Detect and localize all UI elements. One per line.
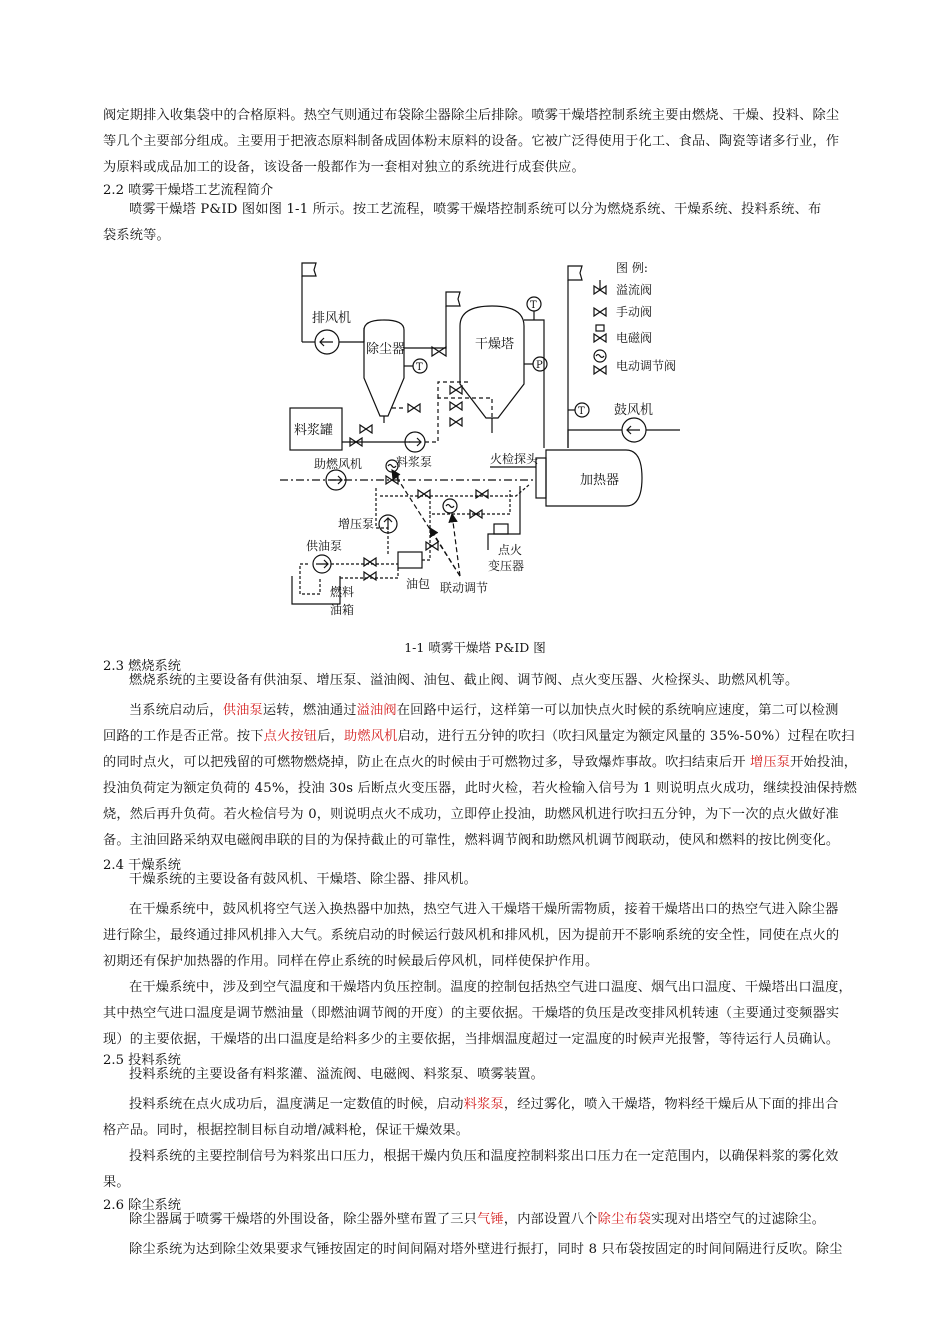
- solenoid-valve-icon: [450, 418, 462, 426]
- ignition-label: 点火: [498, 543, 523, 557]
- text-line: 除尘器属于喷雾干燥塔的外围设备，除尘器外壁布置了三只气锤，内部设置八个除尘布袋实现对出塔空气的过滤除尘。: [129, 1212, 826, 1227]
- manual-valve-icon: [360, 425, 372, 433]
- highlight-term: 助燃风机: [344, 729, 398, 744]
- exhaust-fan-icon: [315, 330, 339, 354]
- fuel-tank-label: 燃料: [330, 585, 355, 599]
- text-line: 为原料或成品加工的设备，该设备一般都作为一套相对独立的系统进行成套供应。: [103, 160, 585, 175]
- section-heading: 2.2 喷雾干燥塔工艺流程简介: [103, 183, 274, 198]
- supply-pump-label: 供油泵: [306, 539, 343, 553]
- linkage-label: 联动调节: [440, 581, 489, 595]
- ignition-label: 变压器: [488, 559, 525, 573]
- text-line: 干燥系统的主要设备有鼓风机、干燥塔、除尘器、排风机。: [129, 872, 478, 887]
- text-line: 果。: [103, 1175, 130, 1190]
- overflow-valve-icon: [450, 386, 462, 394]
- section-paragraph: [103, 1211, 851, 1263]
- legend-title: 图 例:: [616, 261, 648, 275]
- text-line: 投油负荷定为额定负荷的 45%，投油 30s 后断点火变压器，此时火检，若火检输入信号为 1 则说明点火成功，继续投油保持燃: [103, 781, 857, 796]
- highlight-term: 料浆泵: [463, 1097, 504, 1112]
- svg-text:T: T: [530, 300, 537, 311]
- intro-paragraph: [103, 103, 851, 181]
- highlight-term: 溢油阀: [356, 703, 397, 718]
- overflow-valve-icon: [426, 542, 438, 550]
- text-line: 的同时点火，可以把残留的可燃物燃烧掉，防止在点火的时候由于可燃物过多，导致爆炸事故。吹扫结束后开 增压泵开始投油，: [103, 755, 858, 770]
- fuel-tank-label: 油箱: [330, 603, 355, 617]
- figure-caption: 1-1 喷雾干燥塔 P&ID 图: [404, 640, 546, 655]
- solenoid-valve-icon: [476, 490, 488, 498]
- ignition-transformer-icon: [494, 524, 508, 534]
- solenoid-valve-icon: [470, 510, 482, 518]
- highlight-term: 气锤: [477, 1212, 504, 1227]
- text-line: 投料系统的主要设备有料浆灌、溢流阀、电磁阀、料浆泵、喷雾装置。: [129, 1067, 545, 1082]
- text-line: 烧，然后再升负荷。若火检信号为 0，则说明点火不成功，立即停止投油，助燃风机进行吹扫五分钟，为下一次的点火做好准: [103, 807, 839, 822]
- text-line: 当系统启动后，供油泵运转，燃油通过溢油阀在回路中运行，这样第一可以加快点火时候的系统响应速度，第二可以检测: [129, 703, 839, 718]
- flag-icon: [446, 292, 460, 338]
- dust-collector-label: 除尘器: [366, 342, 406, 357]
- supply-pump-icon: [313, 555, 331, 573]
- text-line: 投料系统在点火成功后，温度满足一定数值的时候，启动料浆泵，经过雾化，喷入干燥塔，物料经干燥后从下面的排出合: [129, 1097, 839, 1112]
- section-heading: 2.6 除尘系统: [103, 1198, 181, 1213]
- section-paragraph: [103, 672, 858, 854]
- text-line: 除尘系统为达到除尘效果要求气锤按固定的时间间隔对塔外壁进行振打，同时 8 只布袋按固定的时间间隔进行反吹。除尘: [129, 1242, 843, 1257]
- oil-pack-icon: [398, 552, 422, 568]
- legend-item: 电磁阀: [616, 331, 653, 345]
- temperature-gauge-icon: [568, 403, 589, 417]
- text-line: 在干燥系统中，鼓风机将空气送入换热器中加热，热空气进入干燥塔干燥所需物质，接着干燥塔出口的热空气进入除尘器: [129, 902, 839, 917]
- booster-pump-icon: [379, 515, 397, 533]
- flame-probe-label: 火检探头: [490, 452, 539, 466]
- manual-valve-icon: [364, 558, 376, 566]
- text-line: 在干燥系统中，涉及到空气温度和干燥塔内负压控制。温度的控制包括热空气进口温度、烟气出口温度、干燥塔出口温度，: [129, 980, 852, 995]
- highlight-term: 供油泵: [222, 703, 263, 718]
- flag-icon: [568, 266, 582, 448]
- svg-text:P: P: [536, 360, 543, 371]
- oil-pack-label: 油包: [406, 577, 431, 591]
- text-line: 袋系统等。: [103, 228, 170, 243]
- highlight-term: 增压泵: [750, 755, 791, 770]
- text-line: 格产品。同时，根据控制目标自动增/减料枪，保证干燥效果。: [103, 1123, 470, 1138]
- text-line: 初期还有保护加热器的作用。同样在停止系统的时候最后停风机，同样使保护作用。: [103, 954, 599, 969]
- svg-text:T: T: [578, 406, 585, 417]
- text-line: 现）的主要依据，干燥塔的出口温度是给料多少的主要依据，当排烟温度超过一定温度的时候声光报警，等待运行人员确认。: [103, 1032, 840, 1047]
- temperature-gauge-icon: [527, 297, 541, 320]
- section-paragraph: [103, 871, 851, 1053]
- highlight-term: 除尘布袋: [597, 1212, 652, 1227]
- dryer-label: 干燥塔: [475, 337, 515, 352]
- booster-pump-label: 增压泵: [338, 517, 375, 531]
- manual-valve-icon: [594, 308, 606, 316]
- section-paragraph: [103, 197, 851, 249]
- text-line: 回路的工作是否正常。按下点火按钮后，助燃风机启动，进行五分钟的吹扫（吹扫风量定为额定风量的 35%-50%）过程在吹扫: [103, 729, 855, 744]
- dust-collector-icon: [364, 320, 404, 423]
- section-heading: 2.5 投料系统: [103, 1053, 181, 1068]
- highlight-term: 点火按钮: [263, 729, 318, 744]
- motorized-valve-icon: [594, 350, 606, 374]
- text-line: 等几个主要部分组成。主要用于把液态原料制备成固体粉末原料的设备。它被广泛得使用于化工、食品、陶瓷等诸多行业，作: [103, 134, 840, 149]
- temperature-gauge-icon: [404, 359, 427, 373]
- slurry-pump-label: 料浆泵: [396, 455, 433, 469]
- section-heading: 2.3 燃烧系统: [103, 659, 181, 674]
- heater-label: 加热器: [580, 473, 620, 488]
- text-line: 喷雾干燥塔 P&ID 图如图 1-1 所示。按工艺流程，喷雾干燥塔控制系统可以分为燃烧系统、干燥系统、投料系统、布: [129, 202, 822, 217]
- text-line: 备。主油回路采纳双电磁阀串联的目的为保持截止的可靠性，燃料调节阀和助燃风机调节阀联动，使风和燃料的按比例变化。: [103, 833, 840, 848]
- overflow-valve-icon: [450, 402, 462, 410]
- pid-diagram: [280, 258, 700, 630]
- legend-item: 溢流阀: [616, 283, 653, 297]
- motorized-valve-icon: [443, 499, 457, 513]
- slurry-tank-label: 料浆罐: [294, 423, 334, 438]
- text-line: 投料系统的主要控制信号为料浆出口压力，根据干燥内负压和温度控制料浆出口压力在一定范围内，以确保料浆的雾化效: [129, 1149, 839, 1164]
- blower-icon: [622, 418, 646, 442]
- blower-label: 鼓风机: [614, 403, 654, 418]
- section-heading: 2.4 干燥系统: [103, 858, 181, 873]
- text-line: 燃烧系统的主要设备有供油泵、增压泵、溢油阀、油包、截止阀、调节阀、点火变压器、火检探头、助燃风机等。: [129, 673, 799, 688]
- manual-valve-icon: [408, 404, 420, 412]
- section-paragraph: [103, 1066, 851, 1196]
- legend-item: 电动调节阀: [616, 359, 677, 373]
- aux-fan-label: 助燃风机: [314, 457, 363, 471]
- svg-text:T: T: [416, 362, 423, 373]
- overflow-valve-icon: [594, 280, 606, 294]
- solenoid-valve-icon: [594, 325, 606, 342]
- exhaust-fan-label: 排风机: [312, 311, 352, 326]
- solenoid-valve-icon: [418, 490, 430, 498]
- legend-item: 手动阀: [616, 305, 653, 319]
- text-line: 阀定期排入收集袋中的合格原料。热空气则通过布袋除尘器除尘后排除。喷雾干燥塔控制系统主要由燃烧、干燥、投料、除尘: [103, 108, 840, 123]
- text-line: 其中热空气进口温度是调节燃油量（即燃油调节阀的开度）的主要依据。干燥塔的负压是改变排风机转速（主要通过变频器实: [103, 1006, 840, 1021]
- text-line: 进行除尘，最终通过排风机排入大气。系统启动的时候运行鼓风机和排风机，因为提前开不影响系统的安全性，同使在点火的: [103, 928, 840, 943]
- manual-valve-icon: [364, 572, 376, 580]
